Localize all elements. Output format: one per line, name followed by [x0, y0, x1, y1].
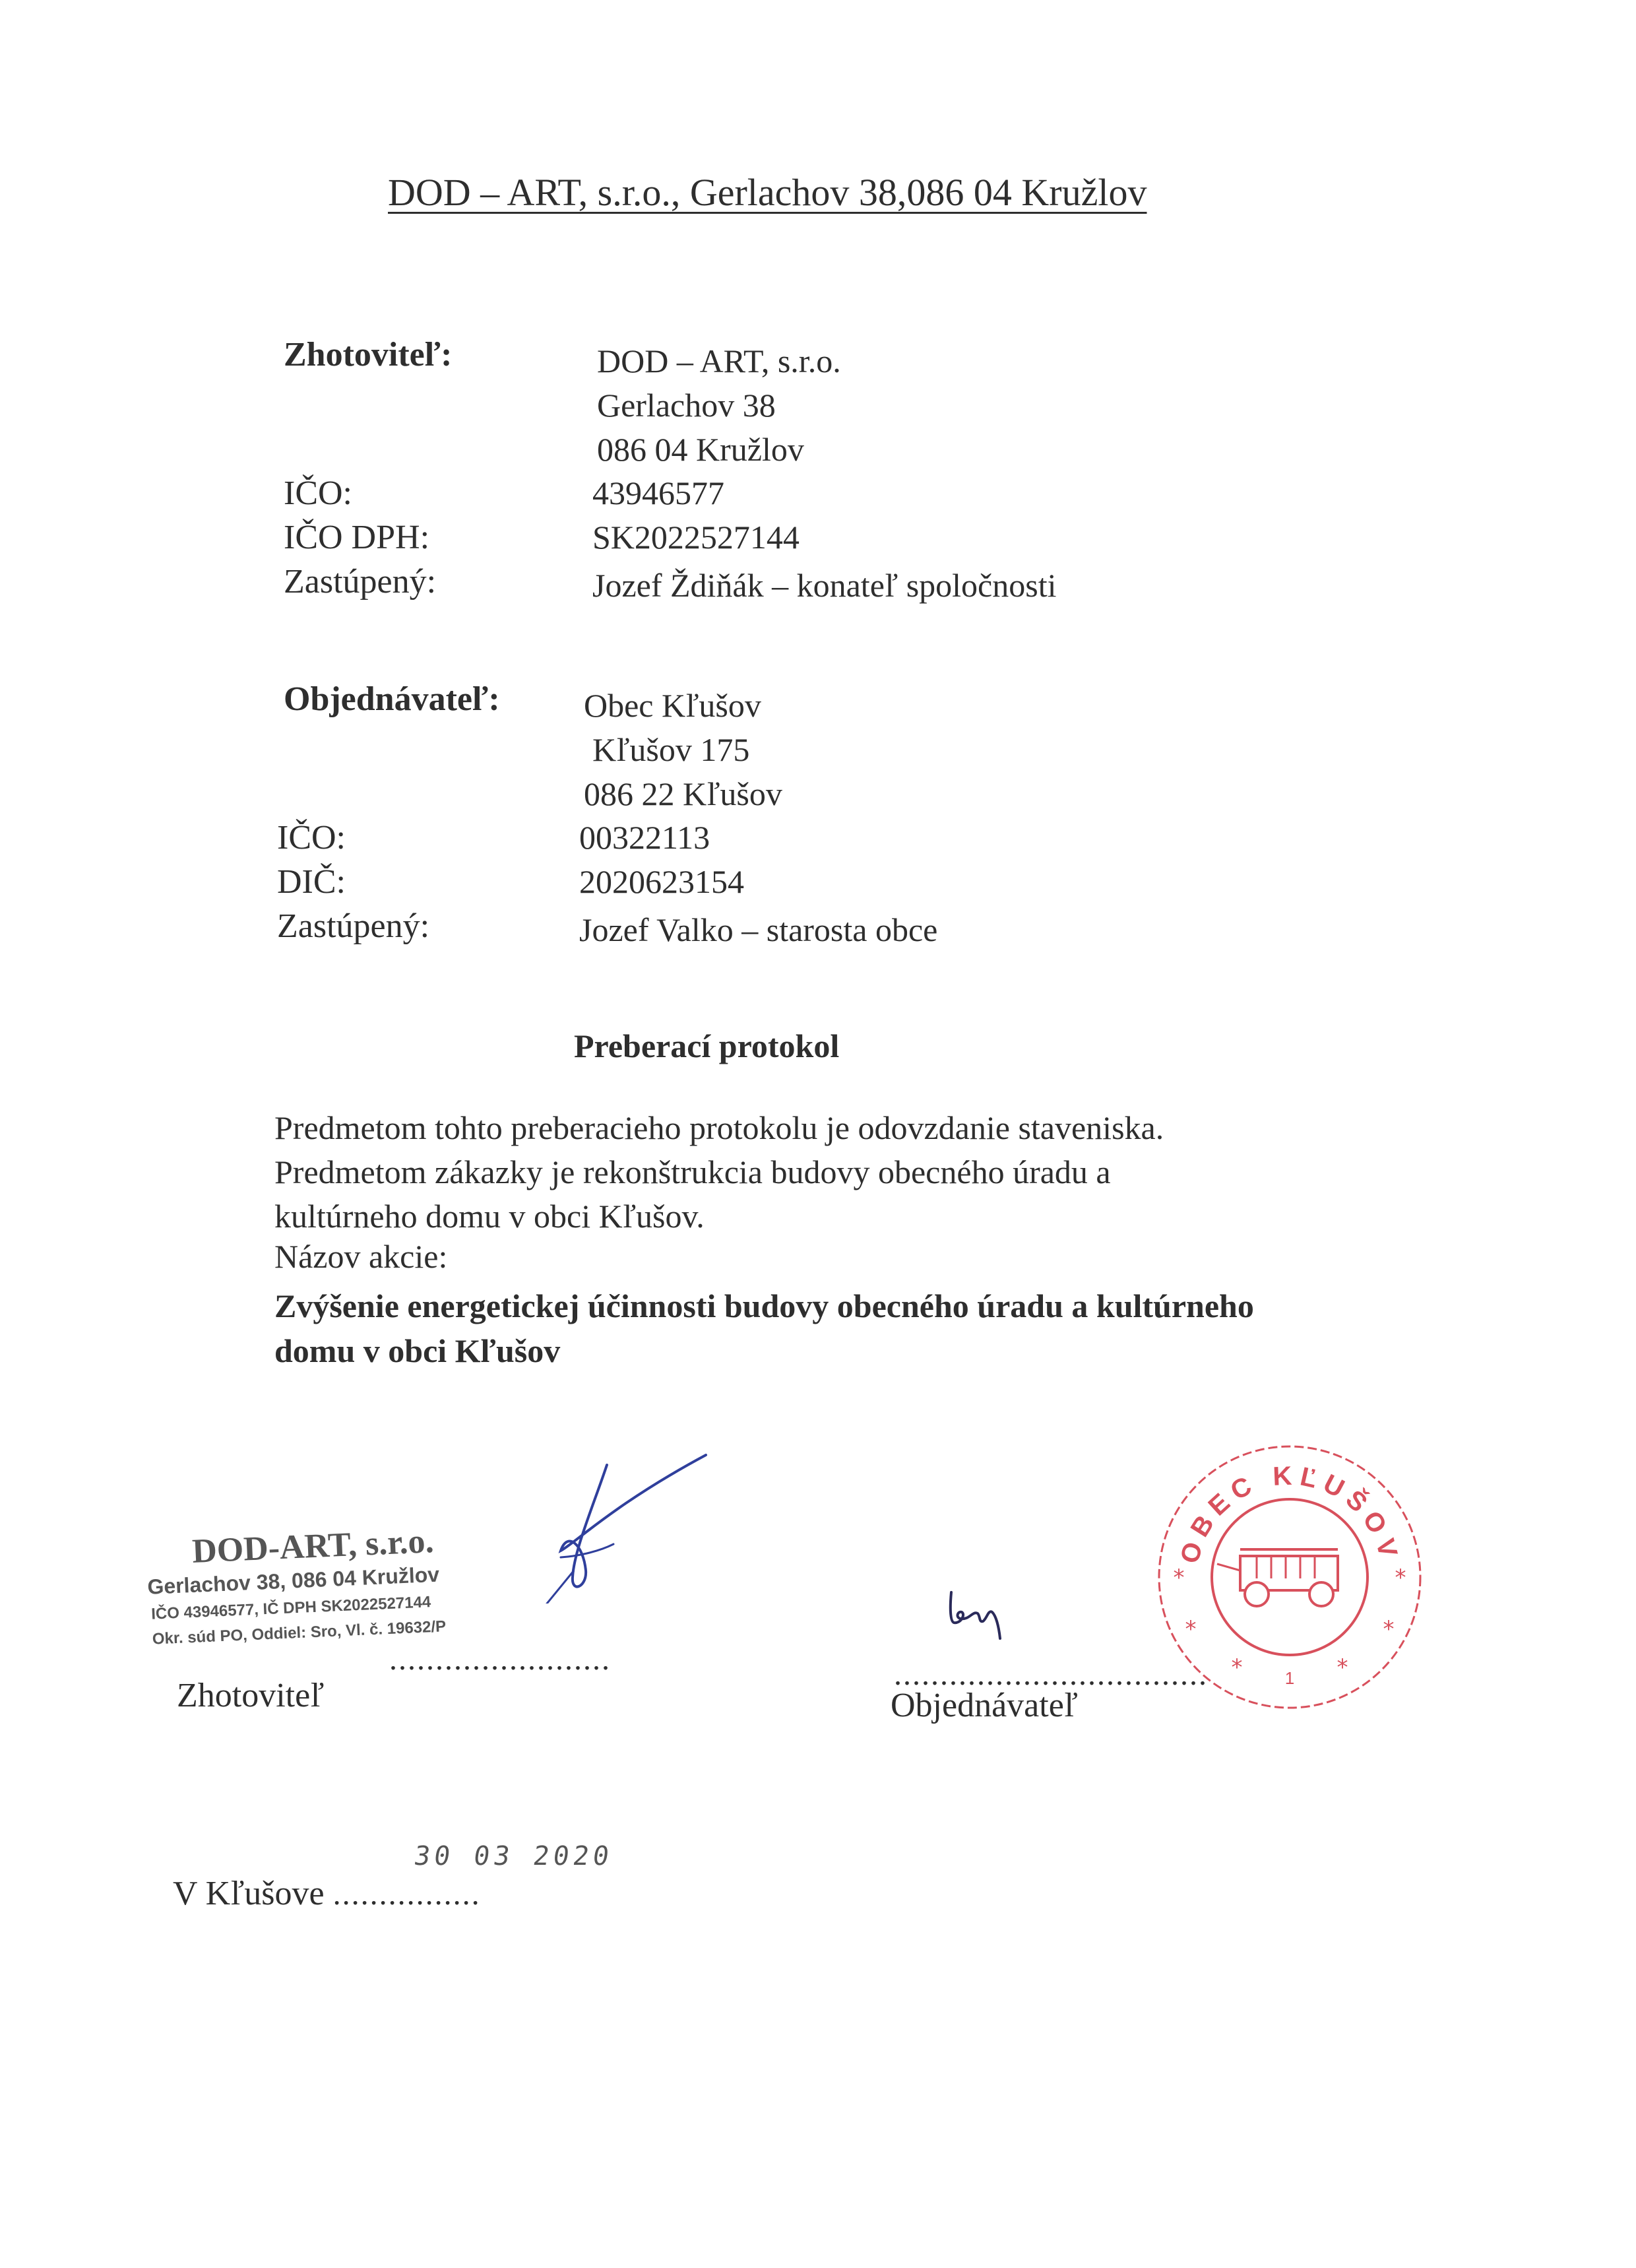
municipality-stamp: [1151, 1439, 1428, 1716]
document-title: Preberací protokol: [574, 1027, 840, 1064]
contractor-label: Zhotoviteľ:: [284, 336, 453, 373]
date-dots: ................: [332, 1877, 481, 1912]
date-stamp: 30 03 2020: [412, 1841, 615, 1871]
client-signature-label: Objednávateľ: [891, 1687, 1078, 1724]
client-ico: 00322113: [579, 819, 710, 856]
contractor-ico: 43946577: [592, 474, 724, 511]
body-line-1: Predmetom tohto preberacieho protokolu je odovzdanie staveniska.: [274, 1109, 1164, 1146]
client-name: Obec Kľušov: [584, 687, 761, 724]
subject-line-2: domu v obci Kľušov: [274, 1332, 561, 1369]
client-dic: 2020623154: [579, 863, 744, 900]
client-street: Kľušov 175: [592, 731, 750, 768]
company-header: DOD – ART, s.r.o., Gerlachov 38,086 04 Kružlov: [388, 171, 1147, 214]
contractor-rep: Jozef Ždiňák – konateľ spoločnosti: [592, 567, 1057, 604]
contractor-stamp-line-1: DOD-ART, s.r.o.: [191, 1522, 435, 1571]
svg-text:*: *: [1185, 1616, 1197, 1642]
svg-text:OBEC KĽUŠOV: [1175, 1461, 1404, 1567]
subject-line-1: Zvýšenie energetickej účinnosti budovy obecného úradu a kultúrneho: [274, 1287, 1254, 1324]
client-initials: [943, 1587, 1016, 1646]
svg-text:*: *: [1173, 1565, 1185, 1591]
contractor-street: Gerlachov 38: [597, 387, 776, 424]
client-rep-label: Zastúpený:: [277, 907, 430, 945]
svg-text:*: *: [1383, 1616, 1395, 1642]
svg-text:*: *: [1395, 1565, 1406, 1591]
client-signature-dots: ..................................: [894, 1657, 1208, 1692]
client-rep: Jozef Valko – starosta obce: [579, 911, 938, 948]
municipality-stamp-number: 1: [1284, 1668, 1295, 1688]
contractor-ico-label: IČO:: [284, 474, 352, 512]
body-line-2: Predmetom zákazky je rekonštrukcia budovy obecného úradu a: [274, 1153, 1111, 1190]
contractor-signature-label: Zhotoviteľ: [177, 1677, 325, 1714]
date-place-label: V Kľušove: [173, 1875, 325, 1912]
contractor-stamp-line-2: Gerlachov 38, 086 04 Kružlov: [146, 1562, 440, 1599]
contractor-stamp-line-4: Okr. súd PO, Oddiel: Sro, Vl. č. 19632/P: [152, 1617, 447, 1648]
contractor-icdph: SK2022527144: [592, 519, 800, 556]
contractor-icdph-label: IČO DPH:: [284, 519, 430, 556]
contractor-signature: [482, 1452, 719, 1604]
municipality-stamp-text: OBEC KĽUŠOV: [1175, 1461, 1404, 1567]
body-line-4: Názov akcie:: [274, 1238, 448, 1275]
client-city: 086 22 Kľušov: [584, 775, 782, 812]
body-line-3: kultúrneho domu v obci Kľušov.: [274, 1198, 705, 1235]
client-label: Objednávateľ:: [284, 680, 500, 718]
client-dic-label: DIČ:: [277, 863, 346, 901]
svg-text:*: *: [1337, 1654, 1348, 1681]
contractor-city: 086 04 Kružlov: [597, 431, 804, 468]
contractor-rep-label: Zastúpený:: [284, 563, 437, 600]
client-ico-label: IČO:: [277, 819, 346, 857]
contractor-signature-dots: ........................: [389, 1642, 611, 1677]
contractor-stamp-line-3: IČO 43946577, IČ DPH SK2022527144: [150, 1593, 431, 1623]
svg-text:*: *: [1231, 1654, 1243, 1681]
date-place: [173, 1874, 481, 1913]
contractor-name: DOD – ART, s.r.o.: [597, 342, 841, 379]
